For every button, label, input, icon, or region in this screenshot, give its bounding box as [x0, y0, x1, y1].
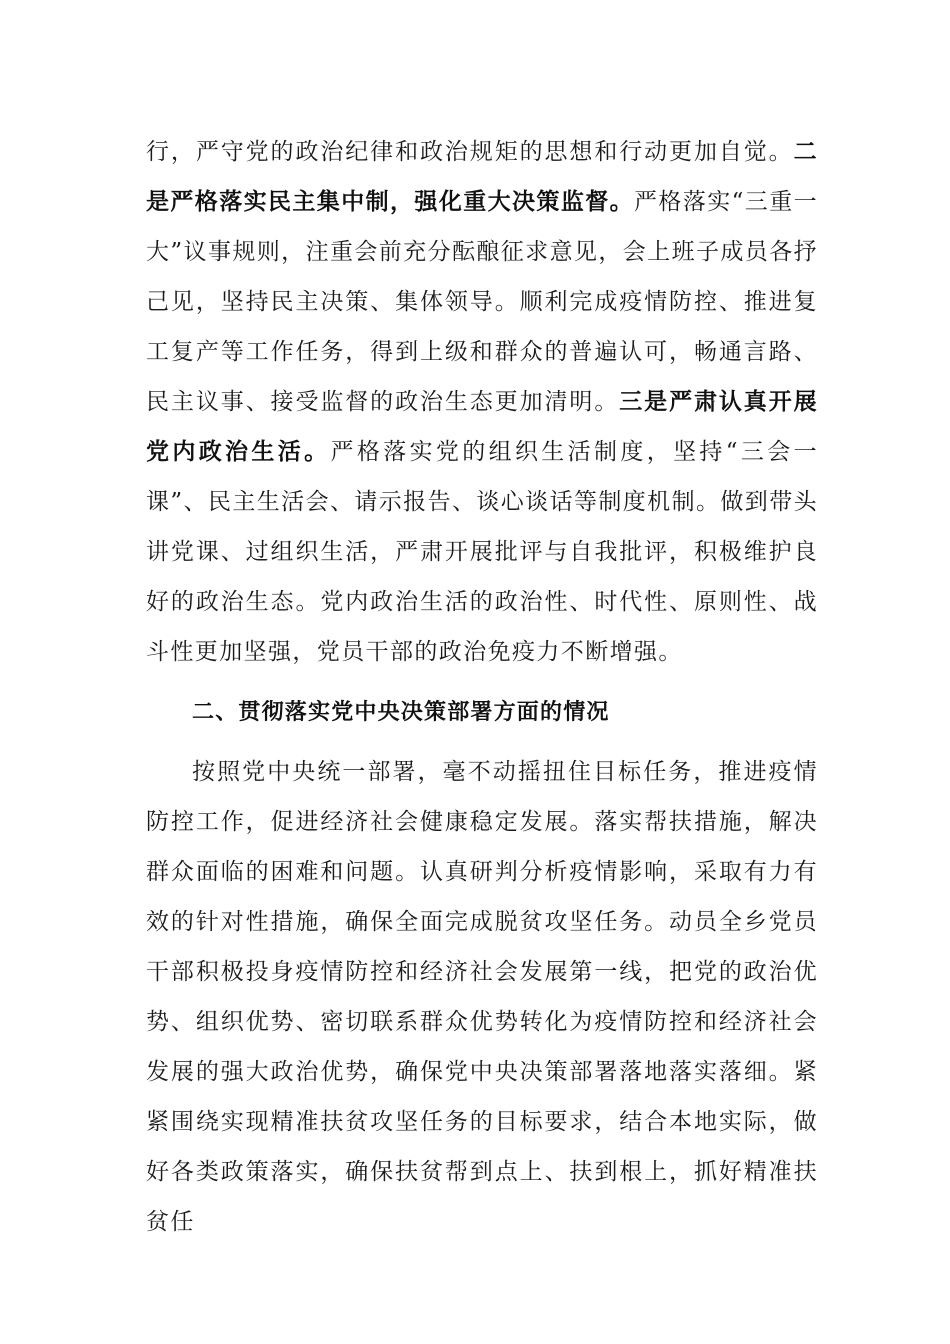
para1-sentence-5: 严格落实党的组织生活制度，坚持“三会一课”、民主生活会、请示报告、谈心谈话等制度机制。做到带头讲党课、过组织生活，严肃开展批评与自我批评，积极维护良好的政治生态。党内政治生活的政治性、时代性、原则性、战斗性更加坚强，党员干部的政治免疫力不断增强。: [146, 439, 818, 665]
body-paragraph-1: [146, 127, 818, 677]
section-heading: 二、贯彻落实党中央决策部署方面的情况: [192, 700, 610, 725]
para1-bold-point-2: 二是严格落实民主集中制，强化重大决策监督。: [146, 139, 818, 215]
para1-bold-point-3: 三是严肃认真开展党内政治生活。: [146, 389, 819, 465]
body-paragraph-2: 按照党中央统一部署，毫不动摇扭住目标任务，推进疫情防控工作，促进经济社会健康稳定发展。落实帮扶措施，解决群众面临的困难和问题。认真研判分析疫情影响，采取有力有效的针对性措施，确保全面完成脱贫攻坚任务。动员全乡党员干部积极投身疫情防控和经济社会发展第一线，把党的政治优势、组织优势、密切联系群众优势转化为疫情防控和经济社会发展的强大政治优势，确保党中央决策部署落地落实落细。紧紧围绕实现精准扶贫攻坚任务的目标要求，结合本地实际，做好各类政策落实，确保扶贫帮到点上、扶到根上，抓好精准扶贫任: [146, 759, 818, 1235]
para1-sentence-3: 严格落实“三重一大”议事规则，注重会前充分酝酿征求意见，会上班子成员各抒己见，坚持民主决策、集体领导。顺利完成疫情防控、推进复工复产等工作任务，得到上级和群众的普遍认可，畅通言路、民主议事、接受监督的政治生态更加清明。: [146, 189, 818, 415]
para1-sentence-1: 行，严守党的政治纪律和政治规矩的思想和行动更加自觉。: [146, 139, 794, 165]
